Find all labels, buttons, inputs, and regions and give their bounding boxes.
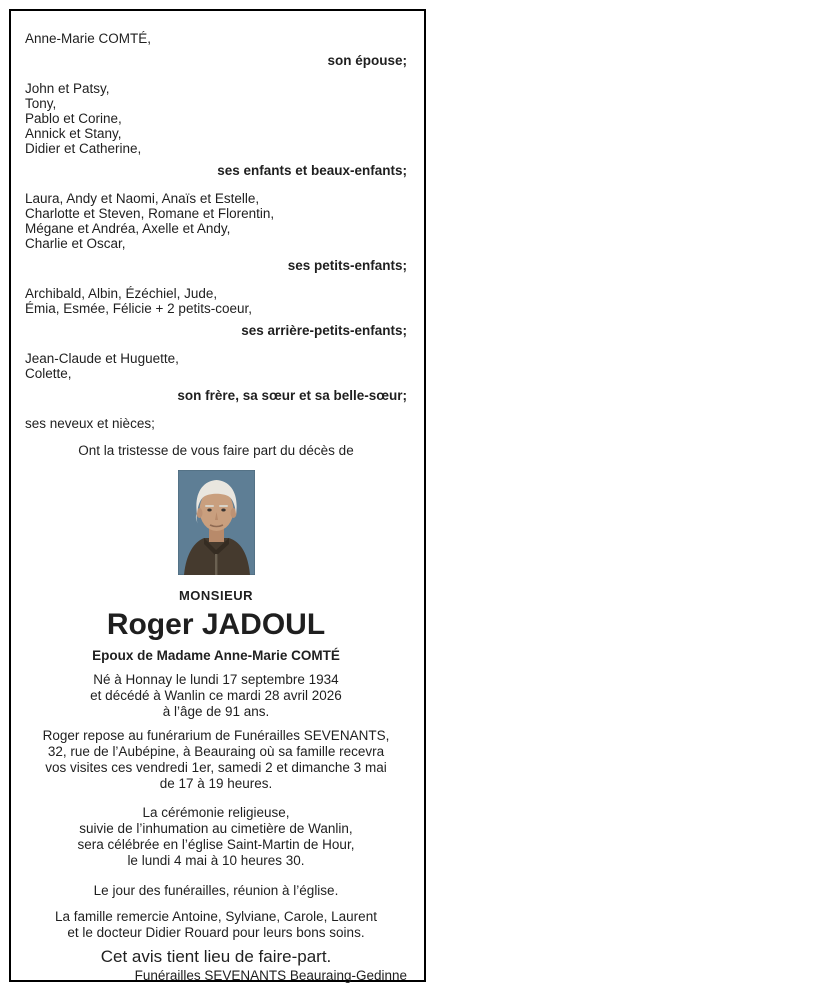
birth-death-line: Né à Honnay le lundi 17 septembre 1934 xyxy=(93,672,339,687)
repose-line: de 17 à 19 heures. xyxy=(159,776,273,791)
repose-line: vos visites ces vendredi 1er, samedi 2 et dimanche 3 mai xyxy=(45,760,387,775)
closing-line: Cet avis tient lieu de faire-part. xyxy=(100,947,332,966)
deceased-name: Roger JADOUL xyxy=(106,608,326,641)
thanks-line: et le docteur Didier Rouard pour leurs bons soins. xyxy=(67,925,365,940)
nieces-line: ses neveux et nièces; xyxy=(25,416,155,431)
family-group xyxy=(25,351,407,403)
birth-death-line: à l’âge de 91 ans. xyxy=(162,704,270,719)
ceremony-line: le lundi 4 mai à 10 heures 30. xyxy=(127,853,305,868)
family-names-line: Pablo et Corine, xyxy=(25,111,122,126)
repose-paragraph xyxy=(25,728,407,792)
death-notice-sheet xyxy=(9,9,426,982)
family-names-line: Anne-Marie COMTÉ, xyxy=(25,31,152,46)
portrait-photo xyxy=(178,470,255,575)
family-group xyxy=(25,81,407,178)
relation-label: ses petits-enfants; xyxy=(287,258,407,273)
family-group xyxy=(25,286,407,338)
birth-death-paragraph xyxy=(25,672,407,720)
family-names-line: Charlie et Oscar, xyxy=(25,236,126,251)
family-names-line: Tony, xyxy=(25,96,57,111)
relation-label: son épouse; xyxy=(327,53,407,68)
birth-death-line: et décédé à Wanlin ce mardi 28 avril 2026 xyxy=(90,688,342,703)
family-names-line: Charlotte et Steven, Romane et Florentin, xyxy=(25,206,275,221)
relation-label: ses arrière-petits-enfants; xyxy=(241,323,407,338)
funeral-home-line: Funérailles SEVENANTS Beauraing-Gedinne xyxy=(134,968,407,983)
honorific-title: MONSIEUR xyxy=(178,588,254,603)
relation-label: son frère, sa sœur et sa belle-sœur; xyxy=(177,388,407,403)
family-names-line: Laura, Andy et Naomi, Anaïs et Estelle, xyxy=(25,191,260,206)
thanks-paragraph xyxy=(25,909,407,941)
family-names-line: Émia, Esmée, Félicie + 2 petits-coeur, xyxy=(25,301,252,316)
family-names-line: Mégane et Andréa, Axelle et Andy, xyxy=(25,221,231,236)
portrait-photo-container xyxy=(25,470,407,575)
repose-line: Roger repose au funérarium de Funérailles SEVENANTS, xyxy=(42,728,390,743)
family-names-line: Archibald, Albin, Ézéchiel, Jude, xyxy=(25,286,218,301)
repose-line: 32, rue de l’Aubépine, à Beauraing où sa famille recevra xyxy=(47,744,385,759)
relation-label: ses enfants et beaux-enfants; xyxy=(217,163,407,178)
family-names-line: John et Patsy, xyxy=(25,81,110,96)
family-group xyxy=(25,31,407,68)
ceremony-line: sera célébrée en l’église Saint-Martin de Hour, xyxy=(77,837,355,852)
announcement-line: Ont la tristesse de vous faire part du décès de xyxy=(78,443,354,458)
family-names-line: Jean-Claude et Huguette, xyxy=(25,351,179,366)
spouse-line: Epoux de Madame Anne-Marie COMTÉ xyxy=(92,648,340,663)
thanks-line: La famille remercie Antoine, Sylviane, Carole, Laurent xyxy=(55,909,377,924)
family-group xyxy=(25,191,407,273)
ceremony-line: La cérémonie religieuse, xyxy=(142,805,290,820)
family-names-line: Colette, xyxy=(25,366,72,381)
ceremony-line: suivie de l’inhumation au cimetière de Wanlin, xyxy=(79,821,353,836)
family-names-line: Didier et Catherine, xyxy=(25,141,142,156)
ceremony-paragraph xyxy=(25,805,407,869)
family-names-line: Annick et Stany, xyxy=(25,126,122,141)
funeral-day-line: Le jour des funérailles, réunion à l’église. xyxy=(93,883,339,898)
